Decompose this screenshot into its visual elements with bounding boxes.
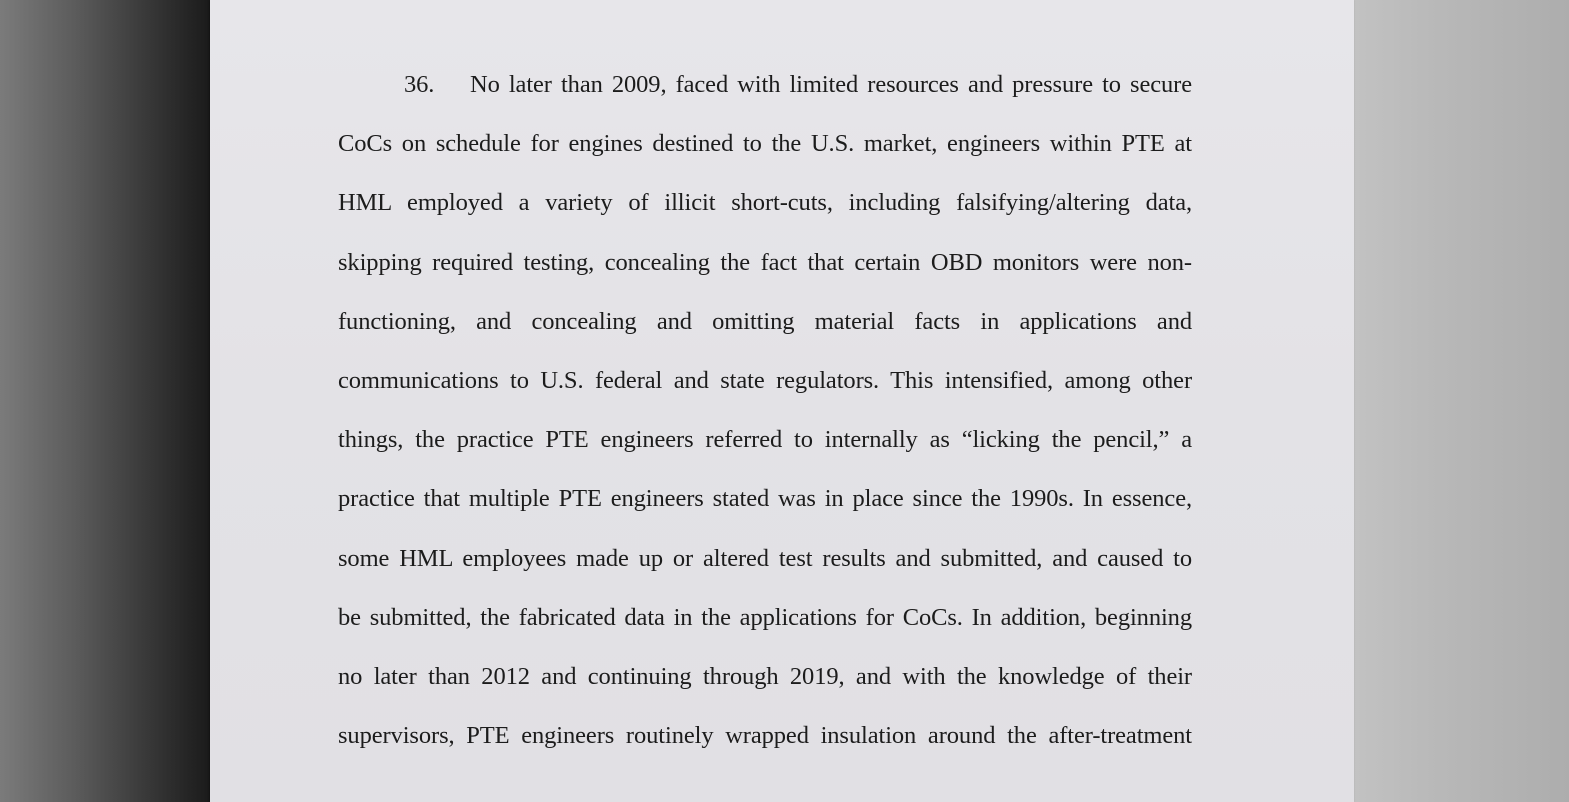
text-line: be submitted, the fabricated data in the applications for CoCs. In addition, beginning xyxy=(338,603,1192,631)
text-line: communications to U.S. federal and state regulators. This intensified, among other xyxy=(338,366,1192,394)
background-left-shadow xyxy=(0,0,211,802)
text-line: CoCs on schedule for engines destined to the U.S. market, engineers within PTE at xyxy=(338,130,1192,158)
paragraph-36 xyxy=(338,55,1192,765)
text-line: supervisors, PTE engineers routinely wrapped insulation around the after-treatment xyxy=(338,722,1192,750)
text-line: no later than 2012 and continuing through 2019, and with the knowledge of their xyxy=(338,662,1192,690)
paragraph-number: 36. xyxy=(404,71,435,98)
text-line: HML employed a variety of illicit short-cuts, including falsifying/altering data, xyxy=(338,189,1192,217)
text-line: practice that multiple PTE engineers stated was in place since the 1990s. In essence, xyxy=(338,485,1192,513)
document-page xyxy=(210,0,1354,802)
text-line: things, the practice PTE engineers referred to internally as “licking the pencil,” a xyxy=(338,426,1192,454)
paragraph-first-line xyxy=(338,55,1192,114)
text-line: some HML employees made up or altered test results and submitted, and caused to xyxy=(338,544,1192,572)
background-right xyxy=(1354,0,1569,802)
text-line: skipping required testing, concealing the fact that certain OBD monitors were non- xyxy=(338,248,1192,276)
text-line: functioning, and concealing and omitting material facts in applications and xyxy=(338,307,1192,335)
text-line: No later than 2009, faced with limited resources and pressure to secure xyxy=(470,71,1192,98)
